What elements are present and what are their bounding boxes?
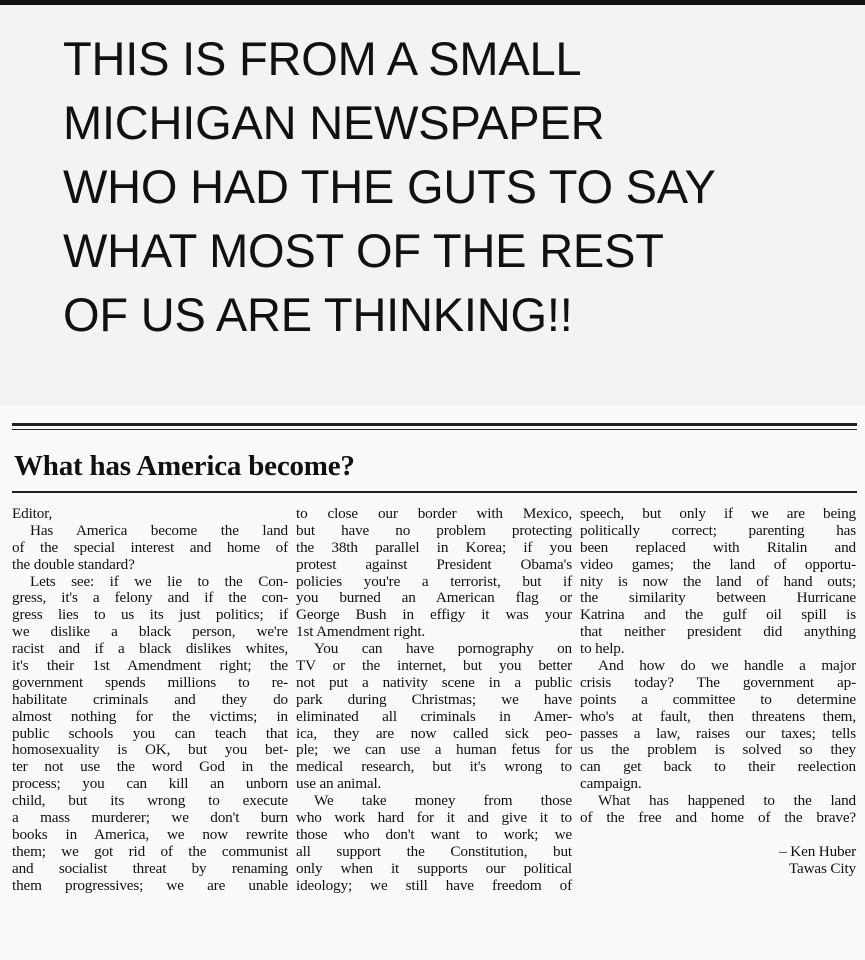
article-line: ideology; we still have freedom of xyxy=(296,876,572,894)
article-line: almost nothing for the victims; in xyxy=(12,707,288,725)
article-line: we dislike a black person, we're xyxy=(12,623,288,641)
article-line: the double standard? xyxy=(12,555,135,573)
article-line: all support the Constitution, but xyxy=(296,842,572,860)
article-line: who's at fault, then threatens them, xyxy=(580,707,856,725)
article-line: park during Christmas; we have xyxy=(296,690,572,708)
header-rule xyxy=(12,423,857,426)
article-column-2 xyxy=(296,506,572,894)
article-line: Editor, xyxy=(12,505,53,522)
article-line: that neither president did anything xyxy=(580,623,856,641)
article-line: ica, they are now called sick peo- xyxy=(296,724,572,742)
article-line: crisis today? The government ap- xyxy=(580,673,856,691)
caption-line: WHAT MOST OF THE REST xyxy=(63,224,664,277)
article-line: Has America become the land xyxy=(30,521,288,539)
article-line: TV or the internet, but you better xyxy=(296,657,572,675)
article-line: We take money from those xyxy=(314,792,572,810)
article-line: books in America, we now rewrite xyxy=(12,825,288,843)
article-line: to help. xyxy=(580,640,625,658)
article-line: You can have pornography on xyxy=(314,640,572,658)
article-line: use an animal. xyxy=(296,775,382,793)
signature-line: – Ken Huber xyxy=(779,842,856,860)
article-line: it's their 1st Amendment right; the xyxy=(12,657,288,675)
caption-line: WHO HAD THE GUTS TO SAY xyxy=(63,160,716,213)
article-column-1 xyxy=(12,506,288,894)
article-line: government spends millions to re- xyxy=(12,673,288,691)
caption-line: OF US ARE THINKING!! xyxy=(63,288,573,341)
article-line: homosexuality is OK, but you bet- xyxy=(12,741,288,759)
article-line: gress lies to us its just politics; if xyxy=(12,606,288,624)
article-line: and socialist threat by renaming xyxy=(12,859,288,877)
article-line: the 38th parallel in Korea; if you xyxy=(296,538,572,556)
header-rule-thin xyxy=(12,429,857,430)
article-line: What has happened to the land xyxy=(598,792,856,810)
article-line: points a committee to determine xyxy=(580,690,856,708)
caption-line: THIS IS FROM A SMALL xyxy=(63,32,582,85)
article-line: not put a nativity scene in a public xyxy=(296,673,572,691)
article-line: them progressives; we are unable xyxy=(12,876,288,894)
article-line: Katrina and the gulf oil spill is xyxy=(580,606,856,624)
article-line: to close our border with Mexico, xyxy=(296,505,572,522)
article-line: ter not use the word God in the xyxy=(12,758,288,776)
article-line: process; you can kill an unborn xyxy=(12,775,288,793)
article-line: racist and if a black dislikes whites, xyxy=(12,640,288,658)
article-line: George Bush in effigy it was your xyxy=(296,606,572,624)
article-line: politically correct; parenting has xyxy=(580,521,856,539)
article-line: 1st Amendment right. xyxy=(296,623,426,641)
article-line: child, but its wrong to execute xyxy=(12,792,288,810)
article-line: only when it supports our political xyxy=(296,859,572,877)
signature-line: Tawas City xyxy=(788,859,856,877)
article-line: Lets see: if we lie to the Con- xyxy=(30,572,288,590)
article-column-3 xyxy=(580,506,856,878)
article-line: been replaced with Ritalin and xyxy=(580,538,856,556)
spacer xyxy=(580,827,856,844)
newspaper-clipping xyxy=(0,405,865,960)
article-line: protest against President Obama's xyxy=(296,555,572,573)
article-headline: What has America become? xyxy=(14,450,355,482)
headline-rule xyxy=(12,491,857,493)
article-line: can get back to their reelection xyxy=(580,758,856,776)
article-line: medical research, but it's wrong to xyxy=(296,758,572,776)
article-line: them; we got rid of the communist xyxy=(12,842,288,860)
article-line: public schools you can teach that xyxy=(12,724,288,742)
caption-text xyxy=(63,27,853,347)
caption-line: MICHIGAN NEWSPAPER xyxy=(63,96,605,149)
article-line: gress, it's a felony and if the con- xyxy=(12,589,288,607)
article-line: a mass murderer; we don't burn xyxy=(12,809,288,827)
article-line: you burned an American flag or xyxy=(296,589,572,607)
article-line: the similarity between Hurricane xyxy=(580,589,856,607)
article-line: policies you're a terrorist, but if xyxy=(296,572,572,590)
article-line: us the problem is solved so they xyxy=(580,741,856,759)
article-line: eliminated all criminals in Amer- xyxy=(296,707,572,725)
article-line: passes a law, raises our taxes; tells xyxy=(580,724,856,742)
article-line: campaign. xyxy=(580,775,642,793)
article-line: of the free and home of the brave? xyxy=(580,809,856,827)
article-line: those who don't want to work; we xyxy=(296,825,572,843)
article-line: And how do we handle a major xyxy=(598,657,856,675)
article-line: of the special interest and home of xyxy=(12,538,288,556)
article-line: ple; we can use a human fetus for xyxy=(296,741,572,759)
article-line: habilitate criminals and they do xyxy=(12,690,288,708)
caption-panel xyxy=(0,5,865,405)
article-line: speech, but only if we are being xyxy=(580,505,856,522)
article-line: who work hard for it and give it to xyxy=(296,809,572,827)
article-line: but have no problem protecting xyxy=(296,521,572,539)
article-line: nity is now the land of hand outs; xyxy=(580,572,856,590)
article-line: video games; the land of opportu- xyxy=(580,555,856,573)
